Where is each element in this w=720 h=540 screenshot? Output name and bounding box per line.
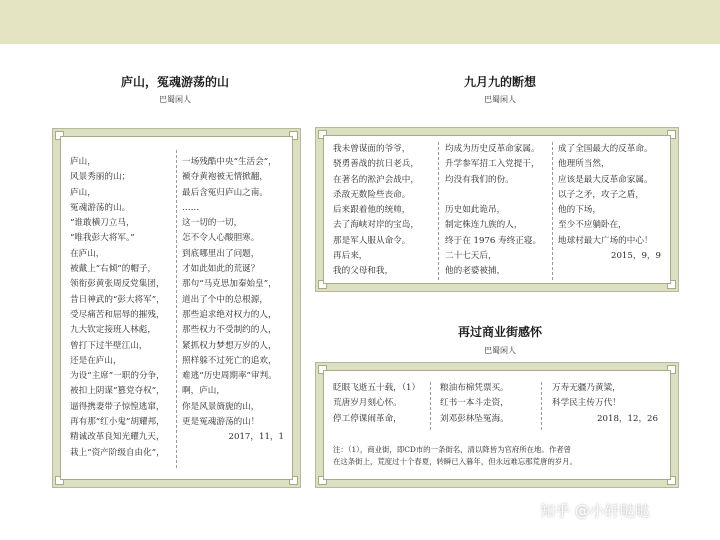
poem-title: 九月九的断想 xyxy=(463,75,536,89)
poem-column xyxy=(440,381,509,427)
poem-line: 更是冤魂游荡的山！ xyxy=(182,417,260,428)
poem-line: 均成为历史反革命家属。 xyxy=(445,144,540,154)
poem-column xyxy=(552,381,658,427)
poem-author: 巴蜀闲人 xyxy=(484,95,516,104)
poem-line: 历史如此诡吊， xyxy=(445,205,506,216)
poem-line: 最后含冤归庐山之南。 xyxy=(182,187,268,198)
poem-line: 紧抓权力梦想万岁的人， xyxy=(182,340,277,351)
poem-line: 粮油布棉凭票买。 xyxy=(440,383,509,393)
poem-line: 还是在庐山， xyxy=(70,355,122,366)
poem-line: 庐山， xyxy=(70,157,96,167)
poem-line: 那些权力不受制约的人， xyxy=(182,325,277,336)
poem-line: 至少不应躺卧在， xyxy=(558,220,627,231)
poem-line: 九大钦定接班人林彪， xyxy=(70,325,156,336)
poem-line: 在著名的淞沪会战中， xyxy=(333,174,419,185)
poem-line: 他的下场， xyxy=(558,205,601,216)
column-divider xyxy=(430,382,431,430)
poem-line: 以子之矛，攻子之盾， xyxy=(558,189,644,200)
poem-line: 科学民主传万代！ xyxy=(552,398,621,409)
poem-line: 2015，9，9 xyxy=(611,251,661,262)
poem-line: 为设“主席”一职的分争， xyxy=(70,371,165,382)
poem-line: 一场残酷中央“生活会”， xyxy=(182,157,277,167)
poem-line: “谁敢横刀立马， xyxy=(70,218,135,229)
poem-line: 你是风景旖旎的山， xyxy=(182,401,260,412)
poem-line: 荒唐岁月刻心怀。 xyxy=(333,398,402,409)
watermark: 知乎 @小轩哒哒 xyxy=(540,502,650,520)
poem-line: 停工停课闹革命， xyxy=(333,413,402,424)
poem-line xyxy=(445,188,541,203)
column-divider xyxy=(438,142,439,280)
poem-line: 二十七天后， xyxy=(445,251,497,262)
poem-line: 到底哪里出了问题， xyxy=(182,248,260,259)
poem-line: 那些追求绝对权力的人， xyxy=(182,309,277,320)
poem-line: 他的老婆被捕， xyxy=(445,266,506,277)
poem-line: 受尽痛苦和屈辱的摧残， xyxy=(70,309,165,320)
poem-line: 在庐山， xyxy=(70,248,105,259)
poem-column xyxy=(333,381,420,427)
poem-line: 才如此如此的荒诞？ xyxy=(182,264,260,275)
poem-line: 道出了个中的总根源， xyxy=(182,294,268,305)
poem-line: 栽上“资产阶级自由化”， xyxy=(70,447,165,458)
column-divider xyxy=(552,142,553,280)
poem-line: 被扣上阴谋“篡党夺权”， xyxy=(70,386,165,397)
poem-line: 成了全国最大的反革命。 xyxy=(558,144,653,154)
poem-line: 这一切的一切， xyxy=(182,218,243,229)
poem-line: 曾打下过半壁江山， xyxy=(70,340,148,351)
poem-line: 地球村最大广场的中心！ xyxy=(558,235,653,246)
poem-line: 照样躲不过死亡的追欢， xyxy=(182,355,277,366)
poem-line: 均没有我们的份。 xyxy=(445,174,514,185)
poem-author: 巴蜀闲人 xyxy=(484,346,516,355)
poem-line: 那句“马克思加秦始皇”， xyxy=(182,279,277,290)
poem-line: 褫夺黄袍被无情掀翻， xyxy=(182,172,268,183)
poem-line: 杀敌无数险些丧命。 xyxy=(333,189,411,200)
poem-line: 我的父母和我， xyxy=(333,266,394,277)
poem-line: 万寿无疆乃黄粱， xyxy=(552,383,621,393)
poem-line: 啊，庐山， xyxy=(182,386,225,397)
poem-line: 制定株连九族的人， xyxy=(445,220,523,231)
top-banner xyxy=(0,0,720,44)
poem-footnote: 在这条街上，荒度过十个春夏，转瞬已入暮年，但永远难忘那荒唐的岁月。 xyxy=(333,457,577,466)
poem-line: 被戴上“右倾”的帽子， xyxy=(70,264,157,275)
poem-line: …… xyxy=(182,202,200,213)
poem-line: 精诚改革良知光耀九天， xyxy=(70,432,165,443)
poem-line: 后来跟着他的统帅， xyxy=(333,205,411,216)
poem-title: 再过商业街感怀 xyxy=(457,325,542,339)
poem-footnote: 注：（1），商业街，即CD市的一条街名，清以降皆为官府所在地。作者曾 xyxy=(333,445,571,454)
poem-line: 冤魂游荡的山。 xyxy=(70,202,131,213)
poem-line: 那是军人服从命令。 xyxy=(333,235,411,246)
poem-line: 终于在 1976 寿终正寝。 xyxy=(445,235,542,246)
poem-line: 升学参军招工入党提干， xyxy=(445,159,540,170)
poem-line: 我未曾谋面的爷爷， xyxy=(333,144,411,154)
column-divider xyxy=(176,150,177,468)
poem-column xyxy=(182,155,284,446)
poem-column xyxy=(70,155,165,461)
poem-line: 逼得携妻带子惊惶逃窜， xyxy=(70,401,165,412)
poem-line: 刘邓彭林坠冤海。 xyxy=(440,413,509,424)
poem-column xyxy=(445,142,541,280)
poem-line: “唯我彭大将军。” xyxy=(70,233,135,244)
poem-line: 再后来， xyxy=(333,251,368,262)
column-divider xyxy=(541,382,542,430)
poem-line: 2018，12，26 xyxy=(597,413,658,424)
poem-line: 难逃“历史周期率”审判。 xyxy=(182,371,277,382)
poem-column xyxy=(558,142,661,264)
poem-line: 去了海峡对岸的宝岛， xyxy=(333,220,419,231)
poem-line: 庐山， xyxy=(70,187,96,198)
poem-line: 红书一本斗走资， xyxy=(440,398,509,409)
poem-line: 他理所当然， xyxy=(558,159,610,170)
poem-line: 怎不令人心酸胆寒。 xyxy=(182,233,260,244)
poem-line: 昔日神武的“彭大将军”， xyxy=(70,294,165,305)
poem-line: 骁勇善战的抗日老兵， xyxy=(333,159,419,170)
poem-line: 风景秀丽的山； xyxy=(70,172,131,183)
poem-line: 眨眼飞逝五十载，（1） xyxy=(333,383,421,393)
poem-line: 领衔彭黄张周反党集团， xyxy=(70,279,165,290)
poem-title: 庐山，冤魂游荡的山 xyxy=(120,75,229,89)
poem-line: 应该是最大反革命家属。 xyxy=(558,174,653,185)
poem-line: 2017，11，1 xyxy=(228,432,284,443)
poem-author: 巴蜀闲人 xyxy=(159,95,191,104)
poem-column xyxy=(333,142,419,280)
poem-line: 再有那“红小鬼”胡耀邦， xyxy=(70,417,165,428)
